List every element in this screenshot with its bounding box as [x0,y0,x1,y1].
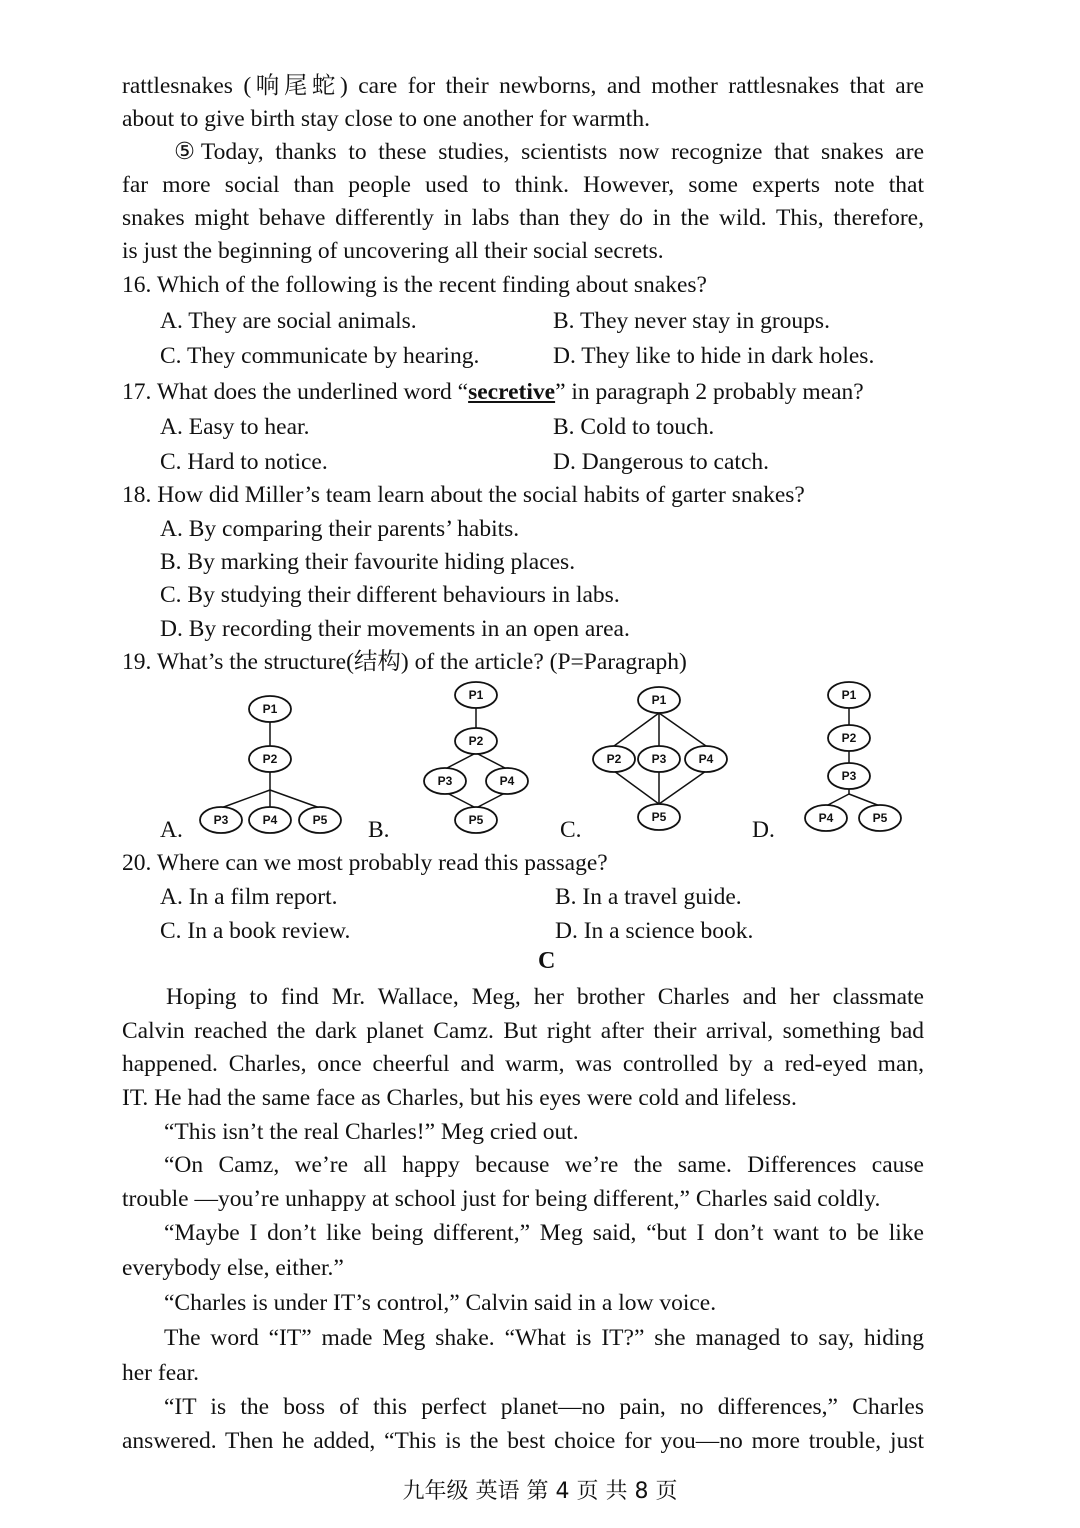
q18-option-c[interactable]: C. By studying their different behaviours in labs. [160,582,620,608]
q16-option-b[interactable]: B. They never stay in groups. [553,308,830,334]
label-d-p2: P2 [841,731,857,745]
passage-line: rattlesnakes (响尾蛇) care for their newborns, and mother rattlesnakes that are [122,73,924,99]
q20-option-a[interactable]: A. In a film report. [160,884,338,910]
passage-line: Hoping to find Mr. Wallace, Meg, her brother Charles and her classmate [166,984,924,1010]
q18-option-a[interactable]: A. By comparing their parents’ habits. [160,516,520,542]
passage-line: ⑤Today, thanks to these studies, scientists now recognize that snakes are [174,139,924,165]
passage-line: her fear. [122,1360,199,1386]
label-c-p3: P3 [651,752,667,766]
passage-line: “On Camz, we’re all happy because we’re the same. Differences cause [164,1152,924,1178]
label-b-p4: P4 [499,774,515,788]
passage-line: Calvin reached the dark planet Camz. But right after their arrival, something bad [122,1018,924,1044]
label-a-p2: P2 [262,752,278,766]
passage-line: snakes might behave differently in labs than they do in the wild. This, therefore, [122,205,924,231]
q17-option-d[interactable]: D. Dangerous to catch. [553,449,769,475]
question-18: 18. How did Miller’s team learn about the social habits of garter snakes? [122,482,805,508]
label-d-p4: P4 [818,811,834,825]
q17-option-c[interactable]: C. Hard to notice. [160,449,328,475]
label-a-p4: P4 [262,813,278,827]
section-title: C [538,948,556,974]
passage-line: trouble —you’re unhappy at school just for being different,” Charles said coldly. [122,1186,881,1212]
q16-option-c[interactable]: C. They communicate by hearing. [160,343,480,369]
question-20: 20. Where can we most probably read this passage? [122,850,608,876]
label-a-p3: P3 [213,813,229,827]
passage-line: far more social than people used to think. However, some experts note that [122,172,924,198]
passage-line: IT. He had the same face as Charles, but his eyes were cold and lifeless. [122,1085,797,1111]
passage-line: answered. Then he added, “This is the best choice for you—no more trouble, just [122,1428,924,1454]
passage-line: The word “IT” made Meg shake. “What is IT?” she managed to say, hiding [164,1325,924,1351]
q18-option-b[interactable]: B. By marking their favourite hiding places. [160,549,576,575]
q17-option-a[interactable]: A. Easy to hear. [160,414,310,440]
passage-line: “IT is the boss of this perfect planet—no pain, no differences,” Charles [164,1394,924,1420]
q17-stem-start: 17. What does the underlined word “ [122,379,469,405]
page-footer: 九年级 英语 第 4 页 共 8 页 [402,1479,678,1504]
label-b-p3: P3 [437,774,453,788]
label-d-p5: P5 [872,811,888,825]
passage-line: about to give birth stay close to one another for warmth. [122,106,650,132]
question-19: 19. What’s the structure(结构) of the article? (P=Paragraph) [122,649,687,675]
passage-line: “Charles is under IT’s control,” Calvin said in a low voice. [164,1290,717,1316]
q19-option-d[interactable]: D. [752,817,775,843]
passage-line: “This isn’t the real Charles!” Meg cried out. [164,1119,579,1145]
q19-option-c[interactable]: C. [560,817,582,843]
underlined-word: secretive [468,379,556,405]
label-c-p2: P2 [606,752,622,766]
passage-line: everybody else, either.” [122,1255,344,1281]
label-b-p5: P5 [468,813,484,827]
passage-line: is just the beginning of uncovering all their social secrets. [122,238,664,264]
passage-line: “Maybe I don’t like being different,” Meg said, “but I don’t want to be like [164,1220,924,1246]
label-b-p1: P1 [468,688,484,702]
q16-option-a[interactable]: A. They are social animals. [160,308,417,334]
label-d-p1: P1 [841,688,857,702]
q17-option-b[interactable]: B. Cold to touch. [553,414,715,440]
label-a-p5: P5 [312,813,328,827]
q20-option-d[interactable]: D. In a science book. [555,918,754,944]
q20-option-c[interactable]: C. In a book review. [160,918,351,944]
q20-option-b[interactable]: B. In a travel guide. [555,884,742,910]
label-a-p1: P1 [262,702,278,716]
label-b-p2: P2 [468,734,484,748]
q19-option-a[interactable]: A. [160,817,183,843]
question-16: 16. Which of the following is the recent finding about snakes? [122,272,707,298]
q17-stem-end: ” in paragraph 2 probably mean? [555,379,864,405]
q16-option-d[interactable]: D. They like to hide in dark holes. [553,343,875,369]
label-c-p1: P1 [651,693,667,707]
label-d-p3: P3 [841,769,857,783]
label-c-p5: P5 [651,810,667,824]
passage-line: happened. Charles, once cheerful and warm, was controlled by a red-eyed man, [122,1051,924,1077]
q18-option-d[interactable]: D. By recording their movements in an open area. [160,616,630,642]
label-c-p4: P4 [698,752,714,766]
q19-option-b[interactable]: B. [368,817,390,843]
